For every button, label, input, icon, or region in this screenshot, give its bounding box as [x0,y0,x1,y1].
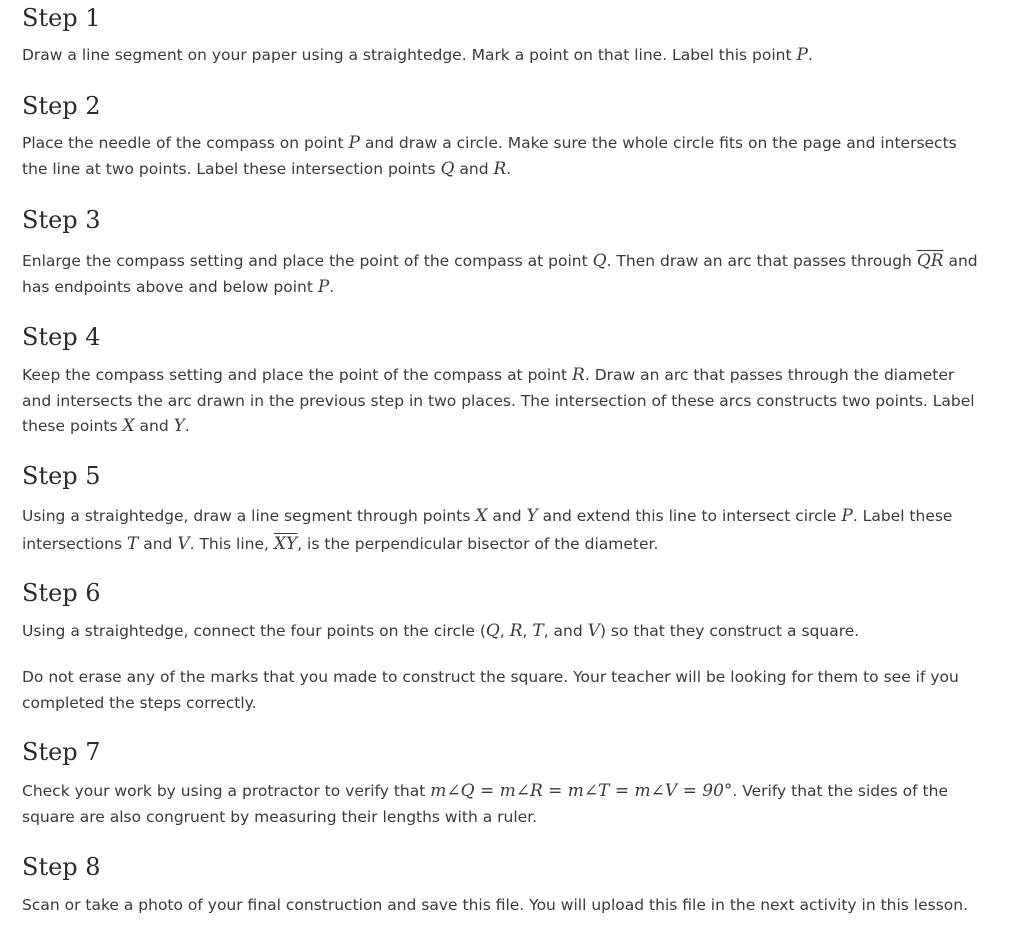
math-q: Q [485,621,500,641]
step-3-heading [22,205,997,235]
step-8-title: Step 8 [22,853,101,881]
step-7-text: Check your work by using a protractor to verify that m∠Q = m∠R = m∠T = m∠V = 90°. Verify that the sides of the square are also congruent by measuring their lengths with a ruler. [22,781,948,826]
step-2-title: Step 2 [22,92,101,120]
math-segment-qr: $\overline{QR}$ [916,251,944,271]
math-angle-equation: m∠Q = m∠R = m∠T = m∠V = 90° [430,781,733,801]
math-t: T [532,621,544,641]
step-8-heading [22,852,997,882]
math-x: X [122,416,135,436]
step-7-title: Step 7 [22,738,101,766]
math-p: P [841,506,853,526]
step-5-text: Using a straightedge, draw a line segment through points X and Y and extend this line to intersect circle P. Label these intersections T and V. This line, $\overline{XY}$, is the perpendicular bisector of the diameter. [22,506,953,554]
step-1-title: Step 1 [22,4,101,32]
math-r: R [509,621,523,641]
math-v: V [177,534,190,554]
step-6-note: Do not erase any of the marks that you made to construct the square. Your teacher will be looking for them to see if you completed the steps correctly. [22,668,959,712]
math-p: P [348,133,360,153]
step-3-text: Enlarge the compass setting and place the point of the compass at point Q. Then draw an arc that passes through $\overline{QR}$ and has endpoints above and below point P. [22,251,978,297]
math-y: Y [526,506,538,526]
math-q: Q [592,251,607,271]
step-6-title: Step 6 [22,579,101,607]
step-8-text: Scan or take a photo of your final construction and save this file. You will upload this file in the next activity in this lesson. [22,896,969,914]
math-x: X [475,506,488,526]
step-5-title: Step 5 [22,462,101,490]
step-4-text: Keep the compass setting and place the point of the compass at point R. Draw an arc that passes through the diameter and intersects the arc drawn in the previous step in two places. The intersection of these arcs constructs two points. Label these points X and Y. [22,365,975,436]
step-2-text: Place the needle of the compass on point P and draw a circle. Make sure the whole circle fits on the page and intersects the line at two points. Label these intersection points Q and R. [22,133,957,179]
math-r: R [572,365,585,385]
math-p: P [317,276,330,297]
math-y: Y [173,416,185,436]
math-t: T [126,534,139,554]
step-6-heading [22,578,997,608]
math-q: Q [440,158,455,179]
step-3-title: Step 3 [22,206,101,234]
step-7-heading [22,737,997,767]
step-5-heading [22,461,997,491]
math-v: V [587,621,600,641]
step-4-title: Step 4 [22,323,101,351]
math-line-xy: $\overline{XY}$ [273,534,298,554]
step-1-heading [22,3,997,33]
step-6-text: Using a straightedge, connect the four points on the circle (Q, R, T, and V) so that they construct a square. [22,621,860,641]
math-p: P [796,45,808,65]
step-2-heading [22,91,997,121]
step-4-heading [22,322,997,352]
step-1-text: Draw a line segment on your paper using a straightedge. Mark a point on that line. Label this point P. [22,45,813,65]
math-r: R [493,158,507,179]
